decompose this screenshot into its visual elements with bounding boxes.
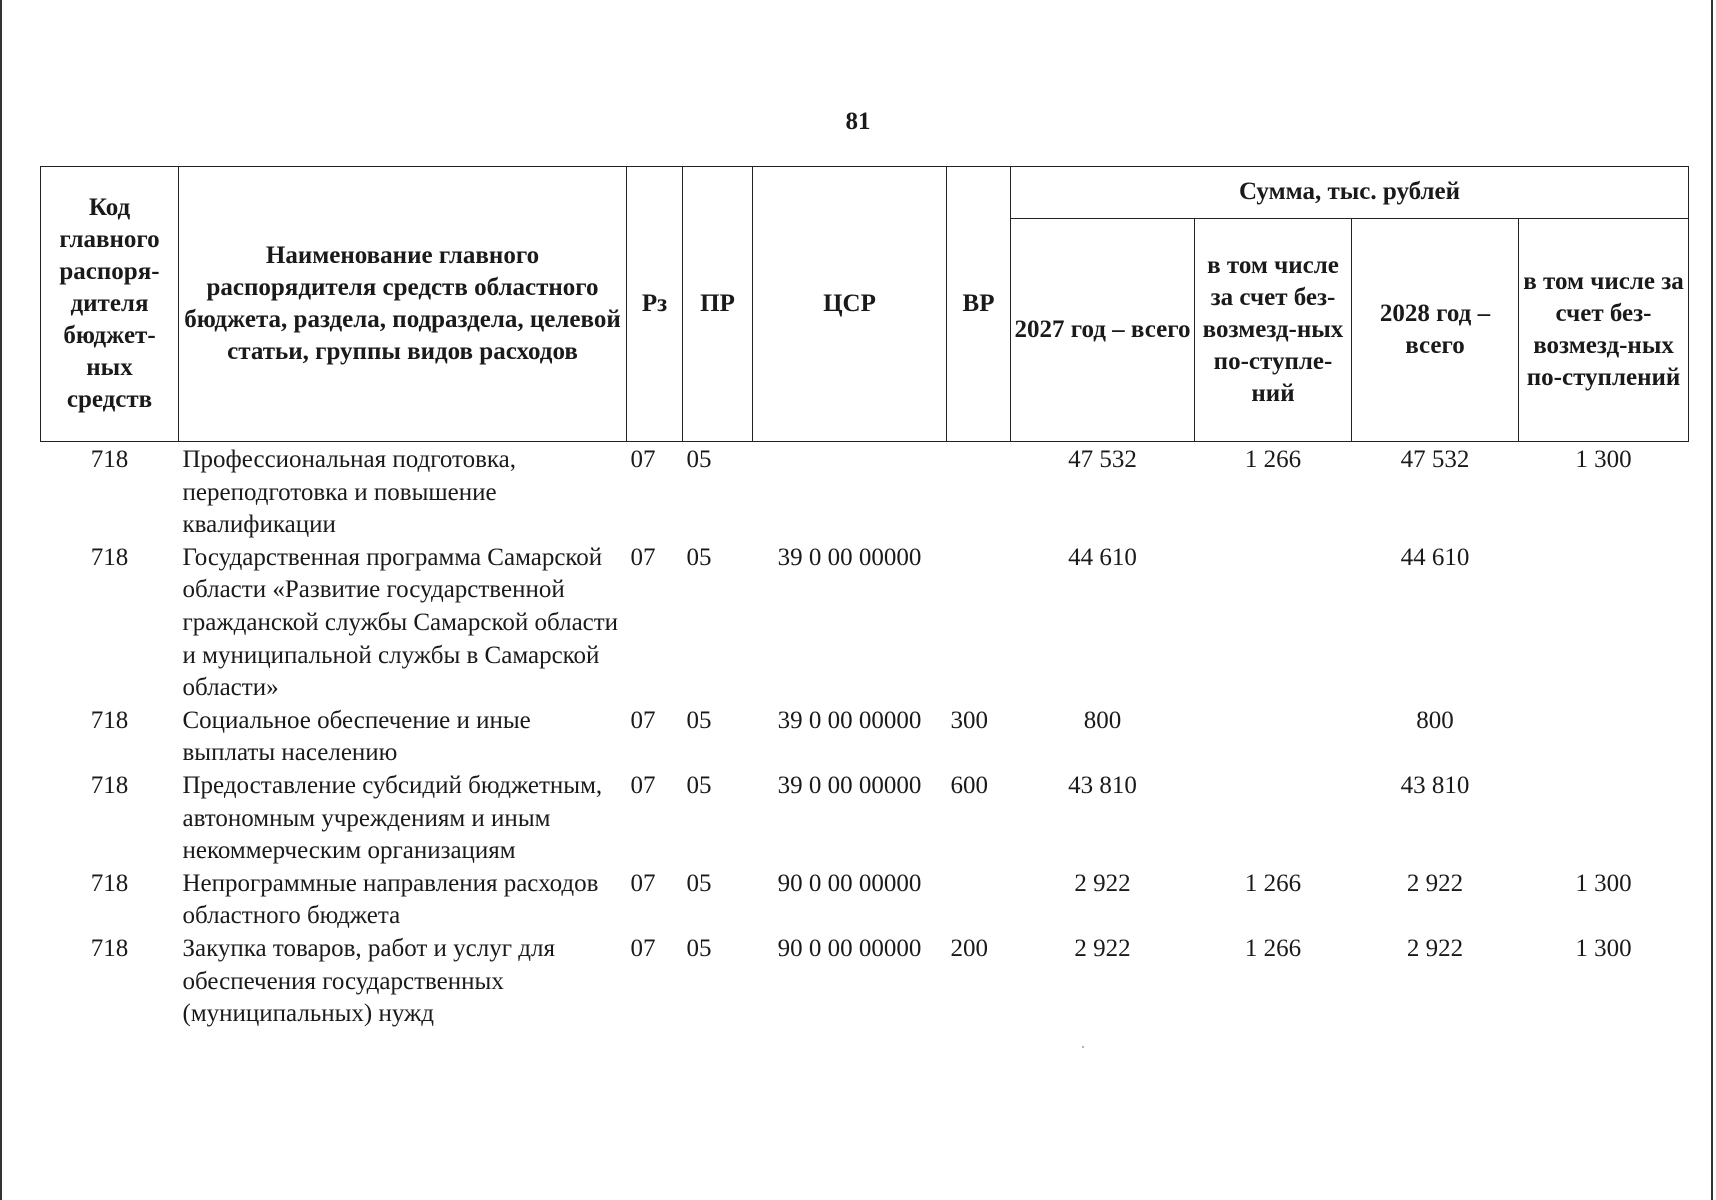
cell-pr: 05 [686,706,712,734]
cell-csr: 90 0 00 00000 [777,934,922,962]
cell-rz: 07 [630,771,656,799]
table-row [41,770,1689,868]
cell-name: Закупка товаров, работ и услуг для обеспечения государственных (муниципальных) нужд [182,934,555,1028]
cell-pr: 05 [686,771,712,799]
header-2027-gratuitous: в том числе за счет без-возмезд-ных по-ступле-ний [1195,218,1352,441]
table-body [41,442,1689,1031]
header-2028-total: 2028 год – всего [1352,218,1519,441]
cell-rz: 07 [630,934,656,962]
cell-2028-gratuitous [1519,770,1689,868]
cell-name: Предоставление субсидий бюджетным, автономным учреждениям и иным некоммерческим организациям [182,771,603,865]
cell-2027-gratuitous: 1 266 [1244,446,1302,473]
cell-pr: 05 [686,869,712,897]
cell-2027-gratuitous: 1 266 [1244,934,1302,962]
cell-2028-gratuitous: 1 300 [1575,869,1632,897]
cell-code: 718 [90,706,129,734]
cell-code: 718 [90,869,129,897]
cell-name: Социальное обеспечение и иные выплаты населению [182,706,531,767]
header-code: Код главного распоря-дителя бюджет-ных средств [41,167,179,442]
cell-pr: 05 [686,934,712,962]
header-rz: Рз [627,167,683,442]
cell-2028-total: 44 610 [1400,543,1470,571]
header-pr: ПР [683,167,753,442]
scan-edge-right [1711,0,1713,1200]
cell-2027-gratuitous: 1 266 [1244,869,1302,897]
cell-csr: 39 0 00 00000 [777,706,922,734]
cell-2028-total: 47 532 [1400,446,1470,473]
cell-name: Государственная программа Самарской области «Развитие государственной гражданской службы Самарской области и муниципальной службы в Самарской области» [182,543,619,702]
cell-pr: 05 [686,446,712,473]
table-row [41,868,1689,933]
cell-2028-total: 2 922 [1406,934,1464,962]
cell-code: 718 [90,543,129,571]
cell-vr [947,868,1011,933]
header-sum-group: Сумма, тыс. рублей [1011,167,1689,219]
cell-code: 718 [90,771,129,799]
scan-edge-left [0,0,2,1200]
cell-2027-gratuitous [1195,705,1352,770]
header-csr: ЦСР [753,167,947,442]
cell-vr: 200 [950,934,988,962]
cell-2028-gratuitous: 1 300 [1575,446,1632,473]
cell-rz: 07 [630,446,656,473]
cell-2027-gratuitous [1195,542,1352,705]
cell-2028-total: 2 922 [1406,869,1464,897]
cell-2027-total: 44 610 [1068,543,1137,571]
cell-2027-total: 47 532 [1068,446,1137,473]
cell-rz: 07 [630,869,656,897]
cell-rz: 07 [630,543,656,571]
page-number: 81 [845,108,871,135]
cell-2027-total: 800 [1083,706,1122,734]
cell-2028-gratuitous: 1 300 [1575,934,1632,962]
table-row [41,933,1689,1031]
cell-pr: 05 [686,543,712,571]
cell-csr [753,442,947,542]
cell-2027-total: 43 810 [1068,771,1137,799]
table-row [41,442,1689,542]
cell-2027-total: 2 922 [1074,869,1131,897]
cell-vr [947,442,1011,542]
cell-code: 718 [90,934,129,962]
cell-name: Непрограммные направления расходов областного бюджета [182,869,599,930]
budget-table [40,166,1689,1031]
header-name: Наименование главного распорядителя средств областного бюджета, раздела, подраздела, целевой статьи, группы видов расходов [179,167,627,442]
cell-rz: 07 [630,706,656,734]
scan-speck [1082,1046,1084,1048]
cell-csr: 39 0 00 00000 [777,771,922,799]
cell-2027-total: 2 922 [1074,934,1131,962]
table-header [41,167,1689,442]
header-vr: ВР [947,167,1011,442]
table-row [41,542,1689,705]
header-2027-total: 2027 год – всего [1011,218,1195,441]
cell-code: 718 [90,446,129,473]
cell-2028-gratuitous [1519,705,1689,770]
cell-2027-gratuitous [1195,770,1352,868]
cell-2028-total: 800 [1416,706,1454,734]
cell-csr: 39 0 00 00000 [777,543,922,571]
cell-vr [947,542,1011,705]
cell-vr: 600 [950,771,988,799]
header-2028-gratuitous: в том числе за счет без-возмезд-ных по-ступлений [1519,218,1689,441]
cell-name: Профессиональная подготовка, переподготовка и повышение квалификации [182,446,517,539]
table-row [41,705,1689,770]
cell-csr: 90 0 00 00000 [777,869,922,897]
cell-2028-gratuitous [1519,542,1689,705]
cell-vr: 300 [950,706,988,734]
cell-2028-total: 43 810 [1400,771,1470,799]
